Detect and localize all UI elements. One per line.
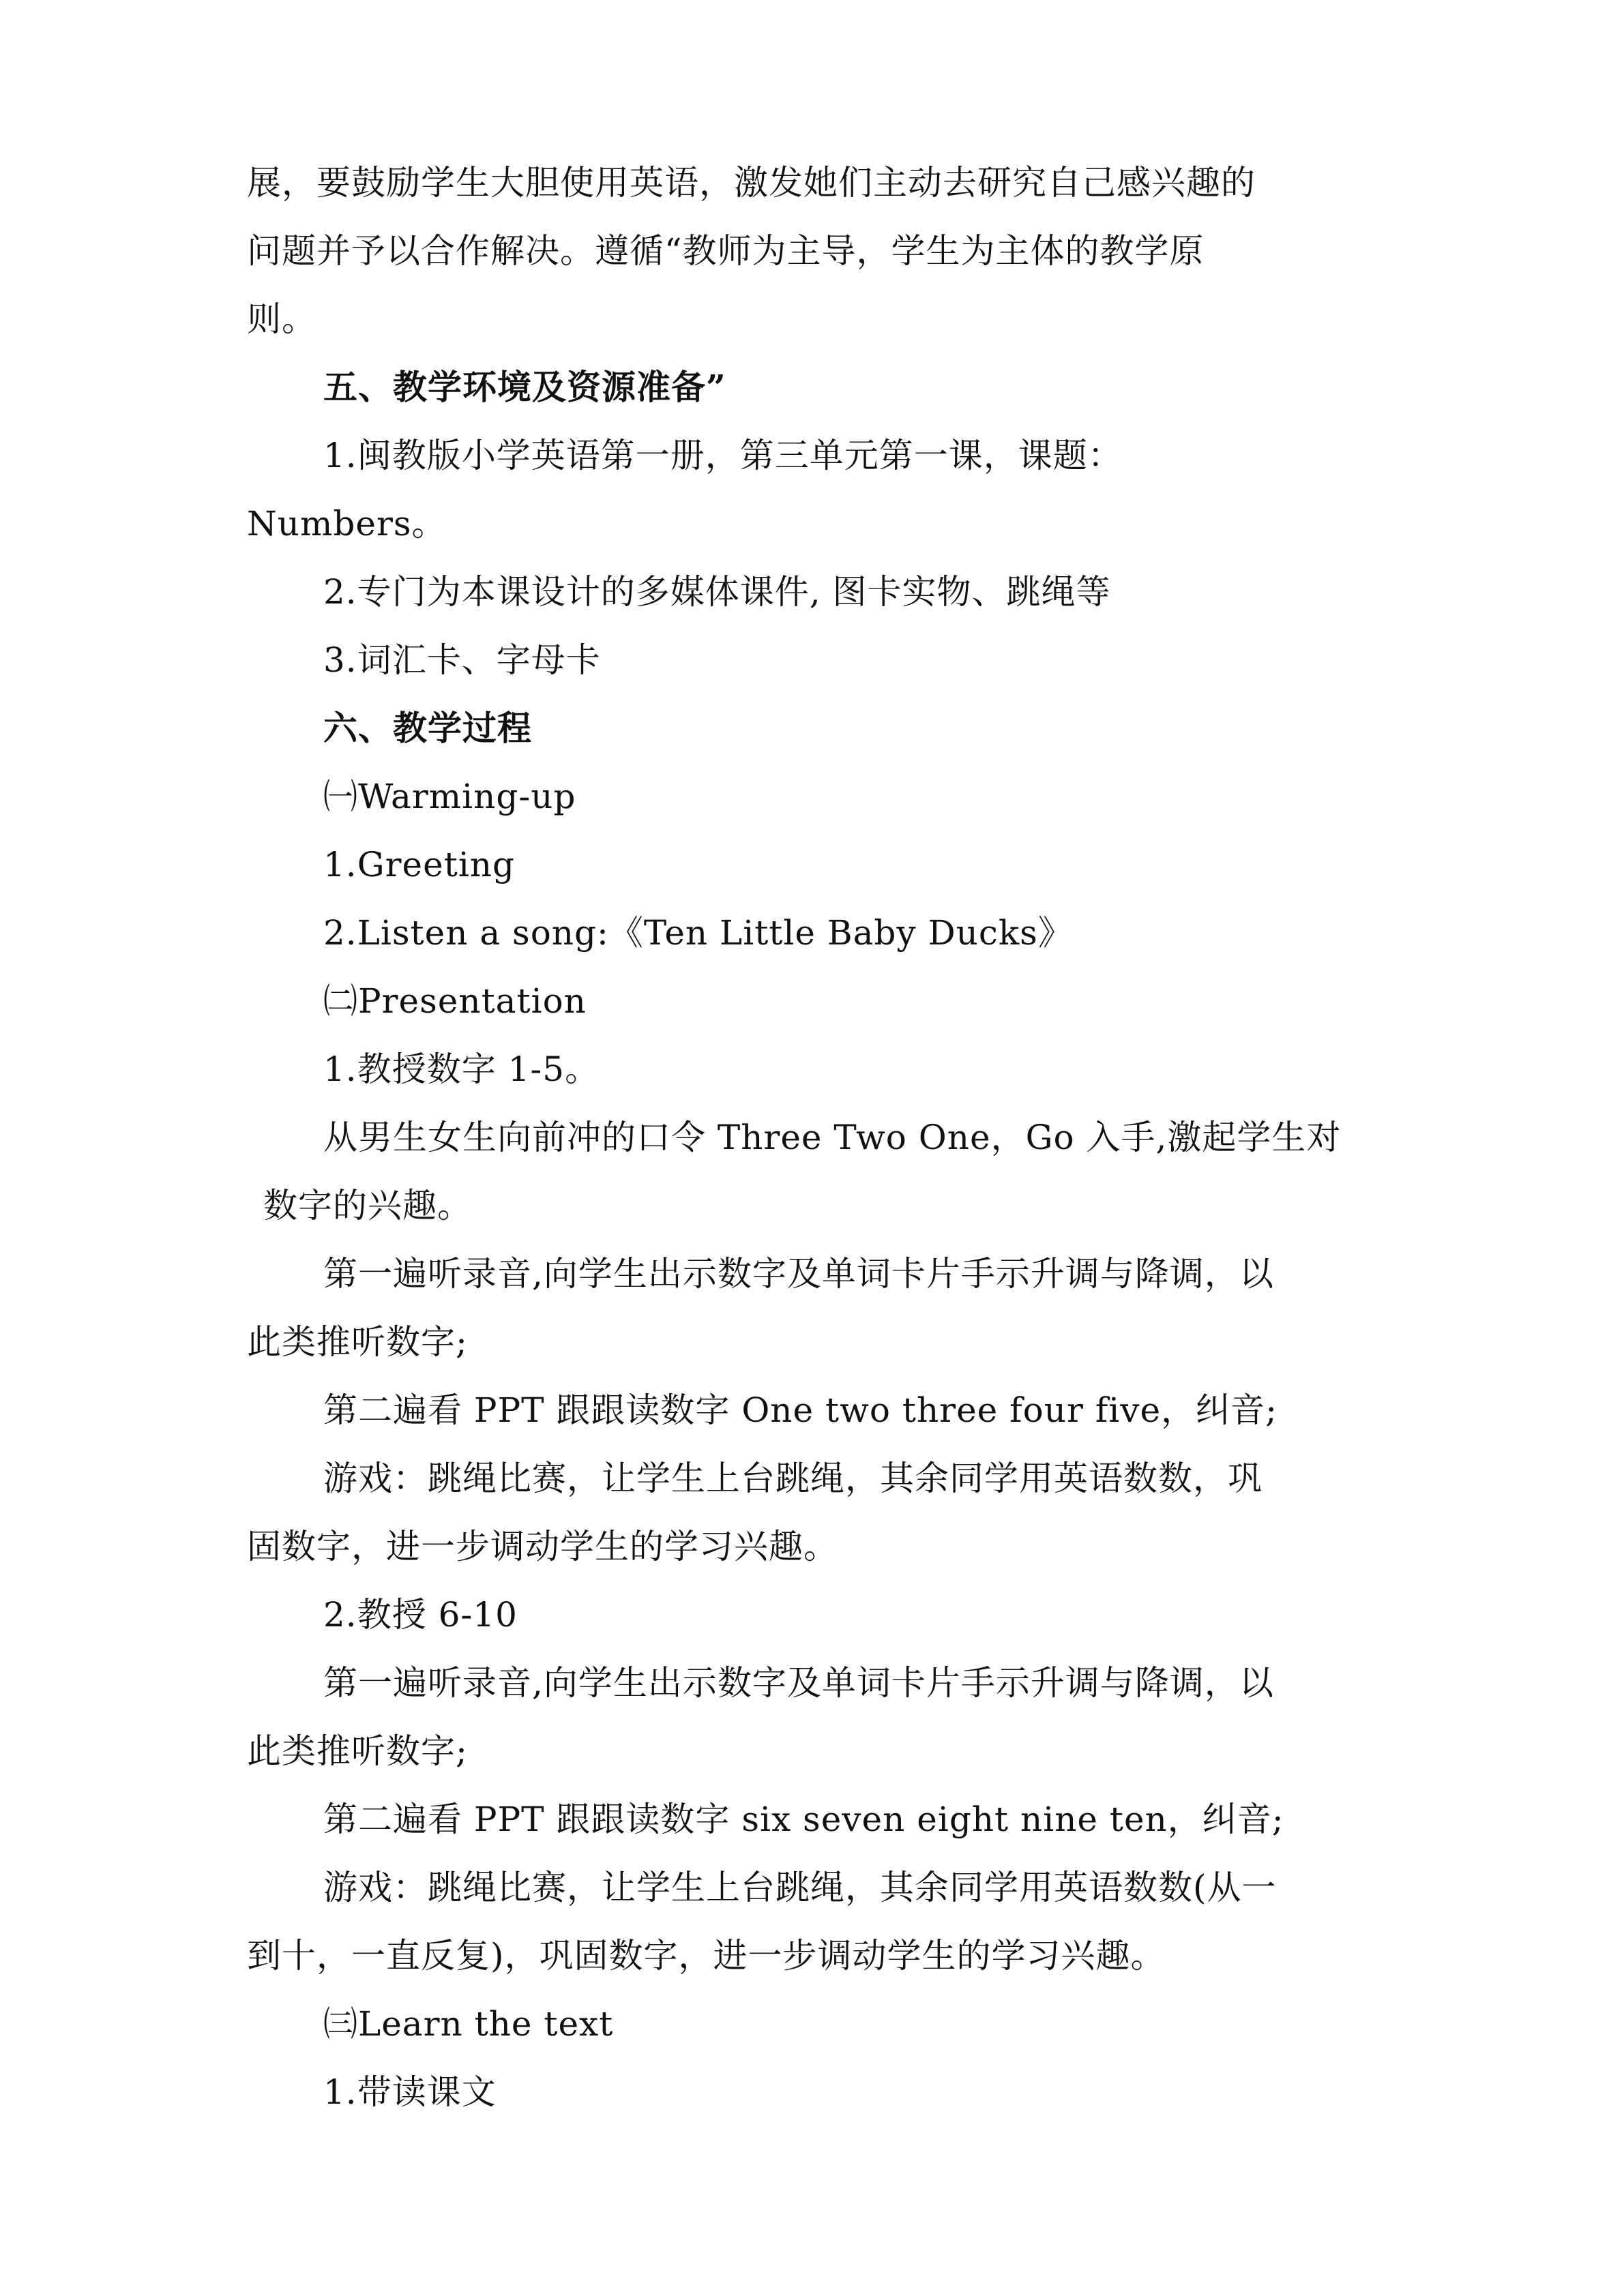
paragraph-line: 到十，一直反复)，巩固数字，进一步调动学生的学习兴趣。 — [247, 1936, 1166, 1976]
list-item: 1.Greeting — [323, 845, 516, 884]
paragraph-line: 问题并予以合作解决。遵循“教师为主导，学生为主体的教学原 — [247, 231, 1205, 271]
paragraph-line: 则。 — [247, 299, 316, 339]
paragraph-line: 固数字，进一步调动学生的学习兴趣。 — [247, 1527, 838, 1566]
list-item: 2.专门为本课设计的多媒体课件, 图卡实物、跳绳等 — [323, 572, 1111, 612]
paragraph-line: 展，要鼓励学生大胆使用英语，激发她们主动去研究自己感兴趣的 — [247, 163, 1256, 203]
list-item: 2.Listen a song:《Ten Little Baby Ducks》 — [323, 913, 1073, 953]
section-heading: 五、教学环境及资源准备” — [323, 367, 726, 407]
paragraph-line: 第二遍看 PPT 跟跟读数字 One two three four five，纠音; — [323, 1390, 1278, 1430]
paragraph-line: 第一遍听录音,向学生出示数字及单词卡片手示升调与降调，以 — [323, 1663, 1274, 1703]
list-item: 1.教授数字 1-5。 — [323, 1049, 600, 1089]
list-item: 1.闽教版小学英语第一册，第三单元第一课，课题： — [323, 436, 1123, 475]
paragraph-line: 数字的兴趣。 — [263, 1186, 472, 1225]
subsection-heading: ㈡Presentation — [323, 981, 587, 1021]
subsection-heading: ㈢Learn the text — [323, 2004, 614, 2044]
list-item: 2.教授 6-10 — [323, 1595, 518, 1635]
paragraph-line: 游戏：跳绳比赛，让学生上台跳绳，其余同学用英语数数(从一 — [323, 1868, 1277, 1907]
paragraph-line: 从男生女生向前冲的口令 Three Two One，Go 入手,激起学生对 — [323, 1118, 1342, 1157]
paragraph-line: Numbers。 — [247, 504, 447, 543]
section-heading: 六、教学过程 — [323, 708, 532, 748]
paragraph-line: 游戏：跳绳比赛，让学生上台跳绳，其余同学用英语数数，巩 — [323, 1459, 1263, 1498]
list-item: 3.词汇卡、字母卡 — [323, 640, 601, 680]
subsection-heading: ㈠Warming-up — [323, 777, 576, 816]
paragraph-line: 第二遍看 PPT 跟跟读数字 six seven eight nine ten，纠音; — [323, 1800, 1284, 1839]
list-item: 1.带读课文 — [323, 2072, 497, 2112]
paragraph-line: 第一遍听录音,向学生出示数字及单词卡片手示升调与降调，以 — [323, 1254, 1274, 1294]
paragraph-line: 此类推听数字; — [247, 1731, 468, 1771]
paragraph-line: 此类推听数字; — [247, 1322, 468, 1362]
